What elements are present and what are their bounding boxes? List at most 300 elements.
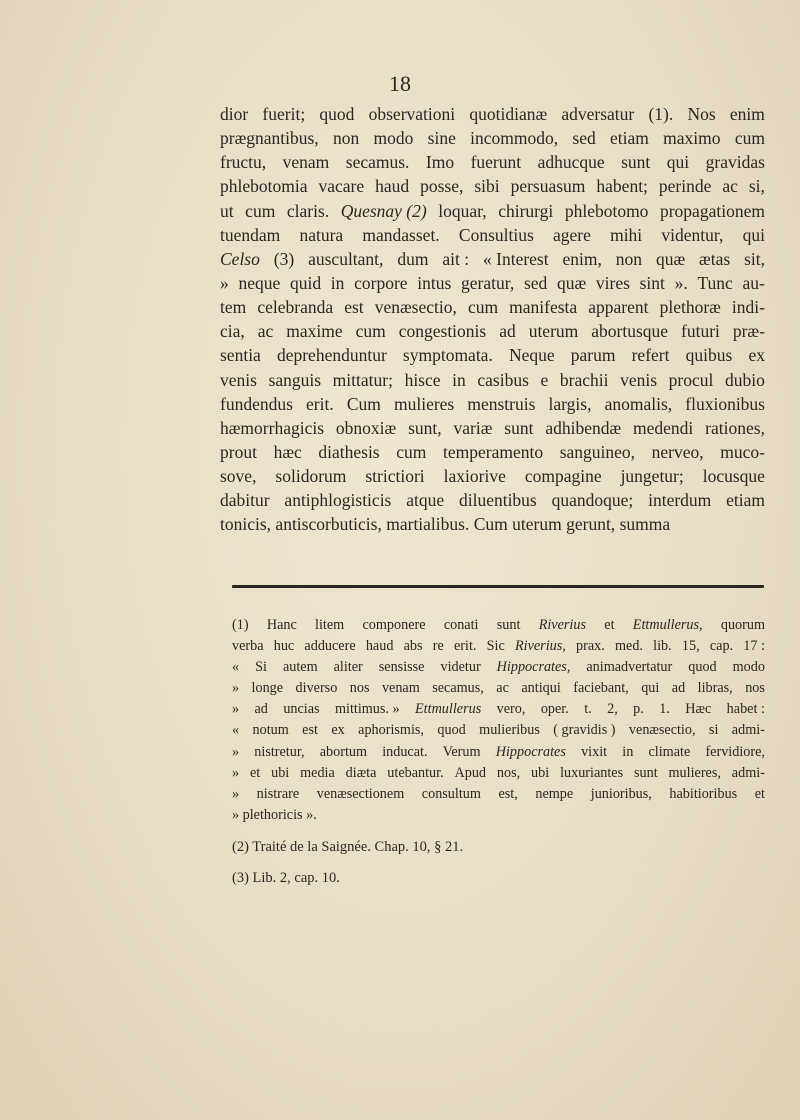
word: sunt bbox=[496, 617, 521, 633]
word: corpore bbox=[354, 272, 408, 293]
word: nempe bbox=[535, 785, 574, 802]
word: est, bbox=[498, 785, 518, 802]
word: sensisse bbox=[378, 659, 425, 676]
word: enim bbox=[729, 104, 765, 124]
word: habitioribus bbox=[669, 785, 738, 802]
word: utebantur. bbox=[387, 764, 444, 781]
word: ad bbox=[499, 321, 516, 342]
word: adhibendæ bbox=[545, 417, 622, 438]
word: venæsectionem bbox=[316, 785, 405, 802]
word: muco- bbox=[720, 441, 765, 462]
word: nos bbox=[745, 680, 765, 697]
word: quod bbox=[437, 722, 466, 739]
word: plethoricis bbox=[242, 806, 303, 823]
footnote-line bbox=[232, 636, 765, 657]
footnotes-block bbox=[232, 615, 765, 893]
word: litem bbox=[315, 617, 345, 633]
word: in bbox=[330, 272, 345, 293]
word: neque bbox=[238, 272, 281, 293]
footnote-line bbox=[232, 699, 765, 720]
word: componere bbox=[362, 617, 426, 633]
word: » bbox=[232, 680, 240, 697]
word: quibus bbox=[685, 345, 733, 366]
word: animadvertatur bbox=[586, 659, 673, 676]
word: agere bbox=[552, 224, 591, 245]
word: jungetur; bbox=[620, 466, 684, 487]
word: Imo bbox=[425, 152, 455, 173]
text-line bbox=[220, 150, 765, 174]
word: fervidiore, bbox=[705, 743, 765, 760]
word: fundendus bbox=[220, 393, 293, 414]
word: est bbox=[344, 297, 364, 318]
word: cum bbox=[355, 321, 386, 342]
text-line bbox=[220, 368, 765, 392]
word: videntur, bbox=[661, 224, 724, 245]
word: habent; bbox=[596, 176, 648, 197]
word: indi- bbox=[731, 297, 765, 318]
word: dior bbox=[220, 104, 249, 124]
footnote-line bbox=[232, 657, 765, 678]
word: ex bbox=[331, 722, 345, 739]
word: sanguis bbox=[268, 369, 322, 390]
word: ». bbox=[306, 806, 317, 823]
footnote-line bbox=[232, 784, 765, 805]
word: diverso bbox=[295, 680, 338, 697]
text-line bbox=[220, 488, 765, 512]
text-line bbox=[220, 440, 765, 464]
word: ætas bbox=[699, 248, 731, 269]
word: Sic bbox=[486, 638, 505, 655]
word: sed bbox=[523, 272, 548, 293]
word: etiam bbox=[610, 128, 649, 149]
word: qui bbox=[742, 224, 765, 245]
word: » bbox=[232, 701, 240, 718]
footnote-2: (2) Traité de la Saignée. Chap. 10, § 21. bbox=[232, 838, 464, 855]
footnote-1 bbox=[232, 615, 765, 826]
word: diluentibus bbox=[458, 490, 537, 511]
word: parum bbox=[570, 345, 616, 366]
word: cia, bbox=[220, 321, 245, 342]
word: (1) bbox=[232, 617, 249, 633]
text-line bbox=[220, 174, 765, 198]
text-line bbox=[220, 223, 765, 247]
word: re bbox=[432, 638, 444, 655]
word: » bbox=[232, 743, 240, 760]
footnote-3: (3) Lib. 2, cap. 10. bbox=[232, 869, 340, 886]
word: ubi bbox=[271, 764, 290, 781]
word: 15, bbox=[681, 638, 700, 655]
word: au- bbox=[742, 272, 765, 293]
word: menstruis bbox=[467, 393, 536, 414]
word: enim, bbox=[562, 248, 602, 269]
word: dabitur bbox=[220, 490, 270, 511]
word: plethoræ bbox=[659, 297, 721, 318]
word: 1. bbox=[659, 701, 670, 718]
word: sed bbox=[572, 128, 596, 149]
word: ad bbox=[254, 701, 268, 718]
word: consultum bbox=[421, 785, 481, 802]
word: persuasum bbox=[510, 176, 586, 197]
word: obnoxiæ bbox=[335, 417, 397, 438]
word: loquar, bbox=[438, 200, 487, 221]
word: et bbox=[604, 617, 615, 633]
word: compagine bbox=[524, 466, 602, 487]
footnote-line bbox=[232, 615, 765, 636]
word: quæ bbox=[556, 272, 587, 293]
word: symptomata. bbox=[402, 345, 493, 366]
word: mandasset. bbox=[362, 224, 440, 245]
word: modo bbox=[732, 659, 765, 676]
word: ( gravidis ) bbox=[553, 722, 616, 739]
word: ait : bbox=[442, 248, 470, 269]
word: geratur, bbox=[461, 272, 515, 293]
word: prægnantibus, bbox=[220, 128, 319, 149]
word: celebranda bbox=[257, 297, 334, 318]
word: « bbox=[232, 722, 240, 739]
word: Verum bbox=[442, 743, 481, 760]
word: quod bbox=[688, 659, 717, 676]
word: sunt bbox=[504, 417, 534, 438]
word: ut bbox=[220, 200, 234, 221]
word: nistretur, bbox=[254, 743, 305, 760]
word: phlebotomia bbox=[220, 176, 308, 197]
word: 17 : bbox=[743, 638, 765, 655]
word: deprehenduntur bbox=[276, 345, 387, 366]
word: mulieres, bbox=[668, 764, 721, 781]
word: locusque bbox=[702, 466, 765, 487]
word: præ- bbox=[732, 321, 765, 342]
text-line bbox=[220, 319, 765, 343]
word: vires bbox=[595, 272, 630, 293]
footnote-line bbox=[232, 720, 765, 741]
word: hisce bbox=[404, 369, 441, 390]
word: sine bbox=[427, 128, 456, 149]
word: conati bbox=[443, 617, 479, 633]
word: diathesis bbox=[318, 441, 380, 462]
text-line bbox=[220, 102, 765, 126]
word: non bbox=[615, 248, 643, 269]
word: et bbox=[249, 764, 261, 781]
word: brachii bbox=[559, 369, 609, 390]
text-line bbox=[220, 416, 765, 440]
word: ad bbox=[671, 680, 686, 697]
word: » bbox=[220, 272, 229, 293]
word: Celso bbox=[220, 248, 260, 269]
word: uncias bbox=[283, 701, 320, 718]
word: sunt bbox=[621, 152, 651, 173]
word: media bbox=[300, 764, 335, 781]
word: (1). bbox=[648, 104, 674, 124]
word: Nos bbox=[687, 104, 716, 124]
word: cum bbox=[245, 200, 276, 221]
word: atque bbox=[406, 490, 445, 511]
word: abortusque bbox=[591, 321, 669, 342]
text-line bbox=[220, 126, 765, 150]
word: climate bbox=[648, 743, 691, 760]
word: observationi bbox=[368, 104, 456, 124]
word: si, bbox=[748, 176, 765, 197]
word: rationes, bbox=[705, 417, 765, 438]
word: venis bbox=[220, 369, 257, 390]
word: martialibus. bbox=[386, 514, 470, 535]
word: est bbox=[302, 722, 318, 739]
word: Hæc bbox=[685, 701, 712, 718]
word: « bbox=[232, 659, 240, 676]
word: antiqui bbox=[521, 680, 561, 697]
word: phlebotomo bbox=[564, 200, 649, 221]
word: notum bbox=[252, 722, 289, 739]
footnote-line bbox=[232, 742, 765, 763]
word: venæsectio, bbox=[628, 722, 696, 739]
word: nistrare bbox=[256, 785, 300, 802]
word: in bbox=[452, 369, 466, 390]
word: secamus, bbox=[432, 680, 484, 697]
word: medendi bbox=[633, 417, 694, 438]
word: prout bbox=[220, 441, 257, 462]
word: oper. bbox=[540, 701, 569, 718]
word: sanguineo, bbox=[559, 441, 636, 462]
word: nos bbox=[349, 680, 370, 697]
word: Neque bbox=[508, 345, 555, 366]
word: incommodo, bbox=[470, 128, 559, 149]
word: Riverius bbox=[538, 617, 586, 633]
word: posse, bbox=[420, 176, 464, 197]
word: uterum bbox=[528, 321, 579, 342]
word: fructu, bbox=[220, 152, 267, 173]
word: etiam bbox=[726, 490, 765, 511]
word: libras, bbox=[697, 680, 733, 697]
word: adversatur bbox=[561, 104, 635, 124]
page-number: 18 bbox=[389, 71, 411, 96]
word: sunt, bbox=[408, 417, 442, 438]
word: congestionis bbox=[398, 321, 487, 342]
word: quandoque; bbox=[551, 490, 634, 511]
word: haud bbox=[365, 638, 394, 655]
word: ac bbox=[722, 176, 738, 197]
word: antiphlogisticis bbox=[284, 490, 392, 511]
word: Cum bbox=[473, 514, 508, 535]
word: apparent bbox=[588, 297, 649, 318]
word: videtur bbox=[440, 659, 481, 676]
word: 2, bbox=[607, 701, 618, 718]
word: (3) bbox=[273, 248, 295, 269]
word: Cum bbox=[346, 393, 381, 414]
word: venam bbox=[381, 680, 420, 697]
word: Ettmullerus bbox=[415, 701, 482, 718]
word: hæc bbox=[273, 441, 302, 462]
word: ubi bbox=[531, 764, 550, 781]
word: mittimus. » bbox=[334, 701, 400, 718]
word: Tunc bbox=[697, 272, 733, 293]
word: cum bbox=[396, 441, 427, 462]
word: autem bbox=[282, 659, 318, 676]
word: fuerit; bbox=[262, 104, 306, 124]
word: admi- bbox=[731, 764, 765, 781]
word: « Interest bbox=[483, 248, 549, 269]
word: nos, bbox=[496, 764, 521, 781]
word: Hippocrates bbox=[495, 743, 566, 760]
word: Hippocrates, bbox=[496, 659, 571, 676]
word: chirurgi bbox=[498, 200, 554, 221]
word: ac bbox=[496, 680, 509, 697]
word: intus bbox=[417, 272, 452, 293]
word: ». bbox=[674, 272, 688, 293]
word: quotidianæ bbox=[469, 104, 548, 124]
word: refert bbox=[631, 345, 670, 366]
word: aliter bbox=[333, 659, 363, 676]
text-line bbox=[220, 199, 765, 223]
word: e bbox=[540, 369, 549, 390]
word: faciebant, bbox=[573, 680, 629, 697]
word: maximo bbox=[663, 128, 721, 149]
text-line bbox=[220, 295, 765, 319]
word: dum bbox=[397, 248, 429, 269]
word: sentia bbox=[220, 345, 261, 366]
word: propagationem bbox=[659, 200, 765, 221]
word: erit. bbox=[306, 393, 334, 414]
word: strictiori bbox=[365, 466, 425, 487]
word: summa bbox=[619, 514, 671, 535]
word: abortum bbox=[319, 743, 368, 760]
word: » bbox=[232, 785, 240, 802]
word: erit. bbox=[453, 638, 477, 655]
word: Apud bbox=[454, 764, 487, 781]
word: aphorismis, bbox=[358, 722, 424, 739]
footnote-divider bbox=[232, 585, 764, 588]
word: uterum bbox=[512, 514, 562, 535]
word: gerunt, bbox=[566, 514, 616, 535]
footnote-line bbox=[232, 763, 765, 784]
word: huc bbox=[273, 638, 295, 655]
word: mittatur; bbox=[332, 369, 393, 390]
word: qui bbox=[641, 680, 660, 697]
word: Si bbox=[255, 659, 267, 676]
word: cum bbox=[734, 128, 765, 149]
word: dubio bbox=[725, 369, 765, 390]
word: t. bbox=[584, 701, 592, 718]
word: Ettmullerus, bbox=[632, 617, 703, 633]
word: tem bbox=[220, 297, 247, 318]
word: laxiorive bbox=[443, 466, 506, 487]
word: prax. bbox=[576, 638, 605, 655]
word: quid bbox=[289, 272, 322, 293]
word: sint bbox=[639, 272, 665, 293]
word: tonicis, bbox=[220, 514, 272, 535]
word: largis, bbox=[548, 393, 592, 414]
word: cum bbox=[467, 297, 499, 318]
word: futuri bbox=[681, 321, 720, 342]
text-line bbox=[220, 512, 765, 536]
main-text-block bbox=[220, 102, 765, 537]
word: tuendam bbox=[220, 224, 281, 245]
text-line bbox=[220, 392, 765, 416]
word: qui bbox=[666, 152, 690, 173]
word: cap. bbox=[709, 638, 734, 655]
word: adducere bbox=[304, 638, 356, 655]
word: non bbox=[332, 128, 360, 149]
word: » bbox=[232, 806, 240, 823]
word: quæ bbox=[655, 248, 686, 269]
word: natura bbox=[299, 224, 344, 245]
word: temperamento bbox=[442, 441, 544, 462]
word: inducat. bbox=[382, 743, 428, 760]
word: Consultius bbox=[458, 224, 534, 245]
word: manifesta bbox=[509, 297, 578, 318]
word: fuerunt bbox=[470, 152, 522, 173]
word: vero, bbox=[496, 701, 526, 718]
word: si bbox=[708, 722, 719, 739]
word: anomalis, bbox=[604, 393, 673, 414]
footnote-line bbox=[232, 805, 765, 826]
word: adhucque bbox=[537, 152, 605, 173]
text-line bbox=[220, 271, 765, 295]
word: interdum bbox=[648, 490, 712, 511]
word: casibus bbox=[477, 369, 529, 390]
footnote-line bbox=[232, 678, 765, 699]
word: auscultant, bbox=[308, 248, 384, 269]
word: perinde bbox=[658, 176, 712, 197]
word: procul bbox=[668, 369, 714, 390]
word: et bbox=[754, 785, 765, 802]
word: sunt bbox=[633, 764, 658, 781]
word: mulieres bbox=[393, 393, 455, 414]
word: venam bbox=[282, 152, 330, 173]
word: in bbox=[622, 743, 634, 760]
word: verba bbox=[232, 638, 264, 655]
word: Hanc bbox=[266, 617, 297, 633]
word: ex bbox=[748, 345, 765, 366]
word: secamus. bbox=[345, 152, 410, 173]
word: abs bbox=[403, 638, 423, 655]
word: ac bbox=[257, 321, 274, 342]
word: hæmorrhagicis bbox=[220, 417, 325, 438]
word: luxuriantes bbox=[560, 764, 624, 781]
word: antiscorbuticis, bbox=[275, 514, 382, 535]
text-line bbox=[220, 247, 765, 271]
word: p. bbox=[633, 701, 644, 718]
word: fluxionibus bbox=[685, 393, 765, 414]
word: vacare bbox=[318, 176, 365, 197]
word: venæsectio, bbox=[374, 297, 457, 318]
word: mihi bbox=[610, 224, 643, 245]
word: modo bbox=[373, 128, 414, 149]
word: venis bbox=[620, 369, 658, 390]
word: solidorum bbox=[275, 466, 347, 487]
word: Quesnay (2) bbox=[340, 200, 427, 221]
word: sove, bbox=[220, 466, 257, 487]
word: quorum bbox=[720, 617, 765, 633]
word: med. bbox=[614, 638, 643, 655]
word: mulieribus bbox=[479, 722, 540, 739]
word: sibi bbox=[474, 176, 500, 197]
word: maxime bbox=[286, 321, 343, 342]
word: haud bbox=[375, 176, 410, 197]
word: variæ bbox=[453, 417, 493, 438]
word: gravidas bbox=[705, 152, 765, 173]
word: nerveo, bbox=[651, 441, 704, 462]
word: diæta bbox=[345, 764, 377, 781]
word: junioribus, bbox=[590, 785, 652, 802]
word: vixit bbox=[581, 743, 608, 760]
word: lib. bbox=[653, 638, 672, 655]
text-line bbox=[220, 343, 765, 367]
word: habet : bbox=[726, 701, 765, 718]
word: sit, bbox=[744, 248, 765, 269]
word: Riverius, bbox=[514, 638, 566, 655]
word: quod bbox=[319, 104, 355, 124]
text-line bbox=[220, 464, 765, 488]
word: admi- bbox=[731, 722, 765, 739]
